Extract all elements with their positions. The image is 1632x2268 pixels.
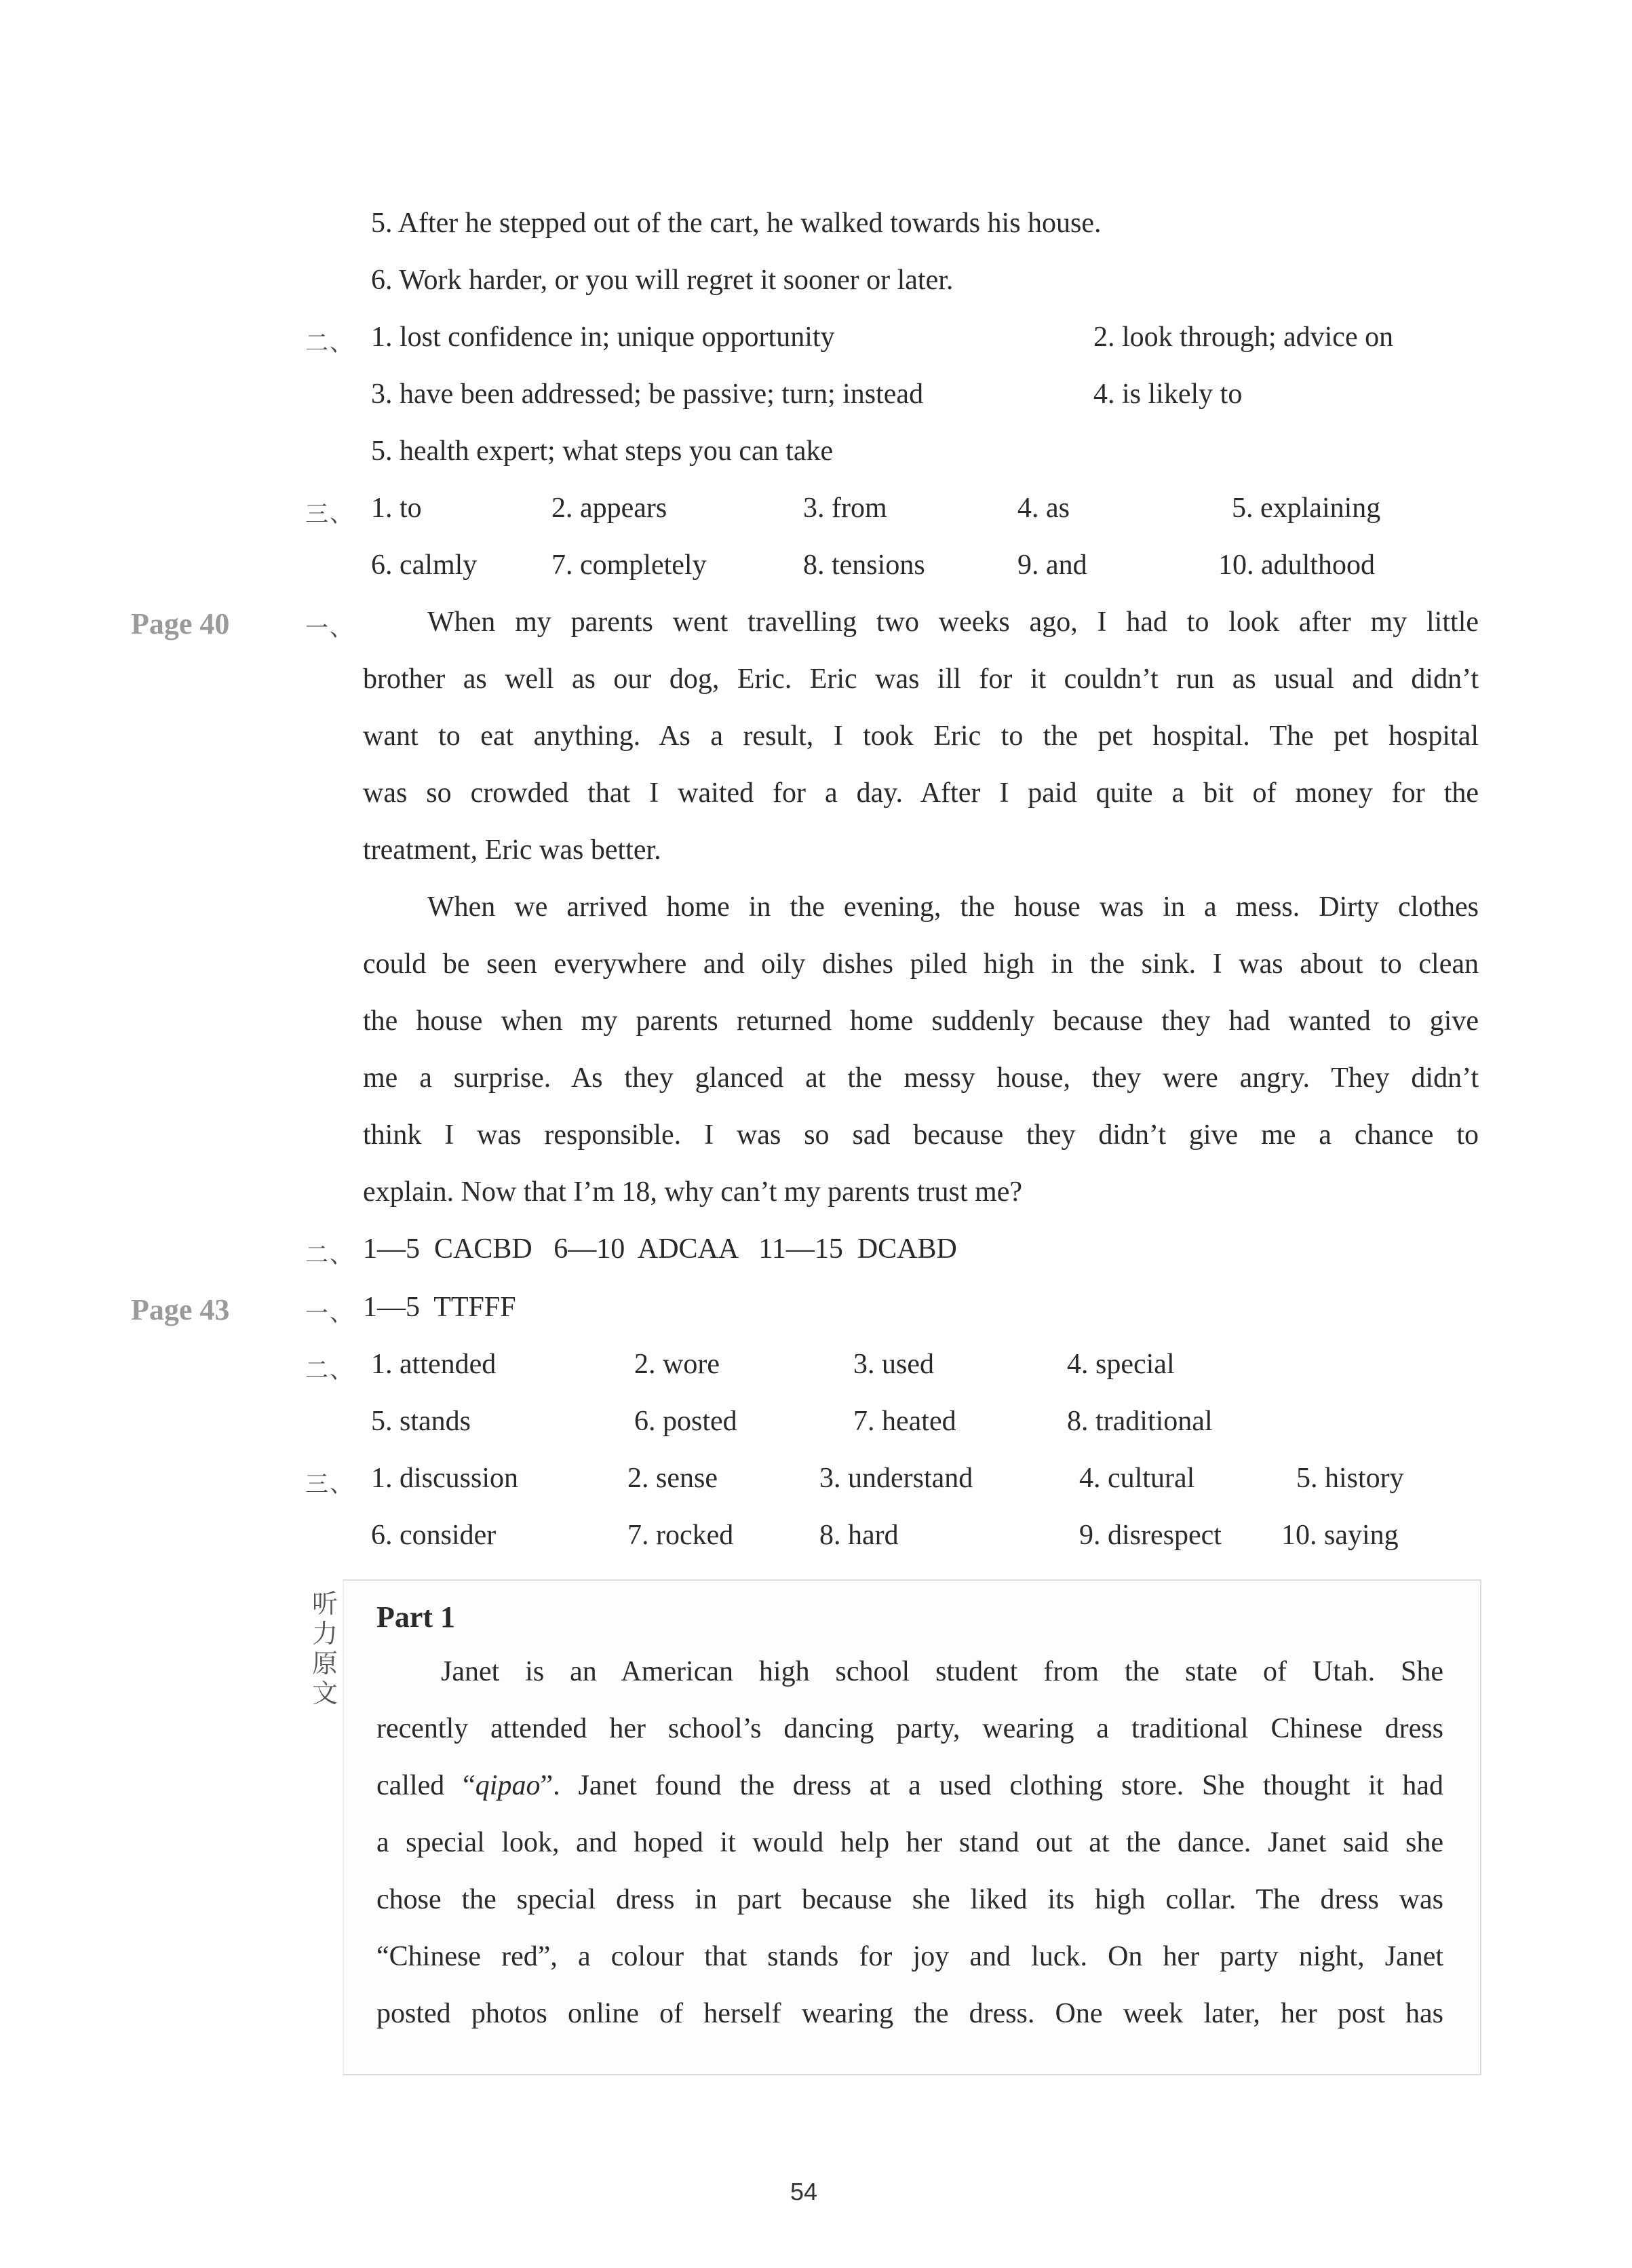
answer-item: 1. lost confidence in; unique opportunity [371, 322, 835, 353]
answer-item: 8. hard [819, 1520, 899, 1551]
answer-item: 5. stands [371, 1406, 471, 1437]
answer-item: 7. rocked [627, 1520, 734, 1551]
transcript-line: chose the special dress in part because she liked its high collar. The dress was [376, 1884, 1443, 1915]
answer-item: 2. sense [627, 1463, 718, 1494]
section-marker-3: 三、 [305, 1471, 354, 1498]
essay-line: want to eat anything. As a result, I took Eric to the pet hospital. The pet hospital [363, 720, 1479, 752]
answer-item: 1. attended [371, 1349, 497, 1380]
answer-item: 4. as [1017, 493, 1070, 524]
page-label-43: Page 43 [131, 1293, 230, 1326]
answer-item: 2. appears [551, 493, 667, 524]
page-label-40: Page 40 [131, 607, 230, 640]
essay-line: was so crowded that I waited for a day. After I paid quite a bit of money for the [363, 777, 1479, 809]
answer-item: 5. health expert; what steps you can take [371, 436, 834, 467]
answer-item: 6. posted [634, 1406, 737, 1437]
section-marker-1: 一、 [305, 1300, 354, 1327]
page-number: 54 [790, 2178, 818, 2206]
answer-line-6: 6. Work harder, or you will regret it sooner or later. [371, 265, 954, 296]
transcript-line: a special look, and hoped it would help her stand out at the dance. Janet said she [376, 1827, 1443, 1858]
essay-line: the house when my parents returned home suddenly because they had wanted to give [363, 1005, 1479, 1037]
transcript-line: posted photos online of herself wearing the dress. One week later, her post has [376, 1998, 1443, 2029]
essay-line: explain. Now that I’m 18, why can’t my parents trust me? [363, 1176, 1022, 1208]
answer-item: 3. from [803, 493, 887, 524]
section-marker-3: 三、 [305, 501, 354, 528]
answer-item: 2. look through; advice on [1093, 322, 1394, 353]
answer-key: 1—5 TTFFF [363, 1292, 516, 1323]
transcript-line: “Chinese red”, a colour that stands for joy and luck. On her party night, Janet [376, 1941, 1443, 1972]
answer-item: 9. and [1017, 550, 1087, 581]
answer-item: 6. calmly [371, 550, 478, 581]
part-title: Part 1 [376, 1600, 456, 1634]
answer-line-5: 5. After he stepped out of the cart, he walked towards his house. [371, 208, 1102, 239]
essay-line: could be seen everywhere and oily dishes piled high in the sink. I was about to clean [363, 948, 1479, 980]
section-marker-2: 二、 [305, 1357, 354, 1384]
section-marker-2: 二、 [305, 1242, 354, 1269]
answer-item: 10. adulthood [1218, 550, 1375, 581]
section-marker-1: 一、 [305, 615, 354, 642]
answer-item: 7. heated [853, 1406, 956, 1437]
answer-item: 1. to [371, 493, 422, 524]
answer-item: 3. understand [819, 1463, 973, 1494]
answer-item: 6. consider [371, 1520, 497, 1551]
essay-line: think I was responsible. I was so sad because they didn’t give me a chance to [363, 1119, 1479, 1151]
essay-line: treatment, Eric was better. [363, 834, 661, 866]
essay-line: When we arrived home in the evening, the house was in a mess. Dirty clothes [427, 891, 1479, 923]
qipao-word: qipao [475, 1770, 541, 1801]
answer-item: 4. special [1067, 1349, 1175, 1380]
answer-item: 3. have been addressed; be passive; turn; instead [371, 379, 924, 410]
answer-item: 10. saying [1281, 1520, 1399, 1551]
answer-item: 5. explaining [1232, 493, 1381, 524]
answer-item: 8. tensions [803, 550, 925, 581]
listening-side-label: 听力原文 [311, 1589, 338, 1708]
transcript-line: recently attended her school’s dancing party, wearing a traditional Chinese dress [376, 1713, 1443, 1744]
answer-item: 5. history [1296, 1463, 1404, 1494]
section-marker-2: 二、 [305, 330, 354, 357]
answer-item: 9. disrespect [1079, 1520, 1222, 1551]
transcript-line: called “qipao”. Janet found the dress at a used clothing store. She thought it had [376, 1770, 1444, 1801]
essay-line: brother as well as our dog, Eric. Eric was ill for it couldn’t run as usual and didn’t [363, 664, 1479, 695]
essay-line: When my parents went travelling two weeks ago, I had to look after my little [427, 607, 1479, 638]
essay-line: me a surprise. As they glanced at the messy house, they were angry. They didn’t [363, 1062, 1479, 1094]
transcript-line: Janet is an American high school student from the state of Utah. She [441, 1656, 1443, 1687]
answer-item: 4. is likely to [1093, 379, 1243, 410]
answer-item: 2. wore [634, 1349, 720, 1380]
answer-item: 1. discussion [371, 1463, 519, 1494]
answer-key: 1—5 CACBD 6—10 ADCAA 11—15 DCABD [363, 1233, 957, 1265]
answer-item: 8. traditional [1067, 1406, 1213, 1437]
answer-item: 7. completely [551, 550, 707, 581]
answer-item: 3. used [853, 1349, 934, 1380]
answer-item: 4. cultural [1079, 1463, 1195, 1494]
